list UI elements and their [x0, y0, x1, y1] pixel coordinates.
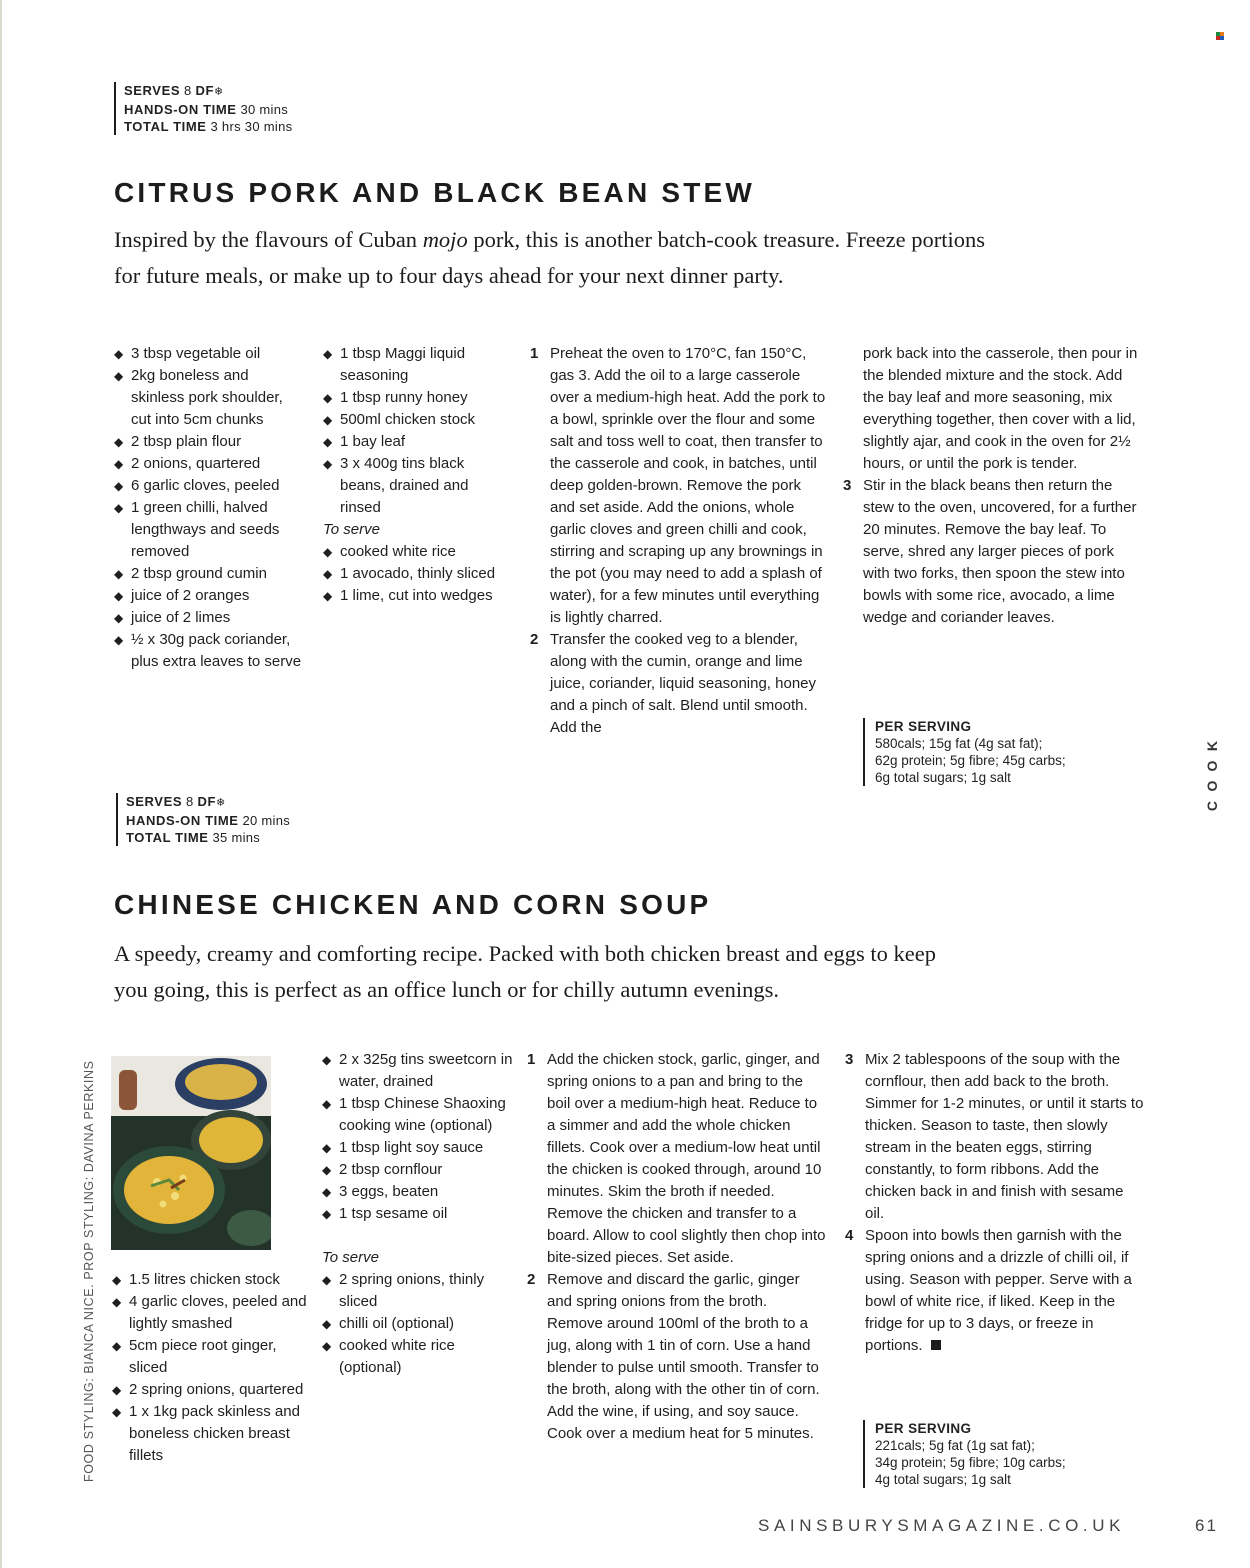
to-serve-heading: To serve: [323, 521, 380, 538]
diamond-bullet-icon: ◆: [112, 1383, 122, 1397]
recipe2-method-col4: [845, 1049, 1145, 1357]
ingredient-item: ◆ 2kg boneless and skinless pork shoulder, cut into 5cm chunks: [114, 367, 283, 428]
ingredient-item: ◆ 3 tbsp vegetable oil: [114, 343, 304, 365]
recipe2-method-col3: [527, 1049, 827, 1445]
ingredient-item: ◆ 1.5 litres chicken stock: [112, 1269, 308, 1291]
recipe2-title: CHINESE CHICKEN AND CORN SOUP: [114, 889, 712, 920]
method-step: 3 Mix 2 tablespoons of the soup with the cornflour, then add back to the broth. Simmer for 1-2 minutes, or until it starts to thicken. Season to taste, then slowly stream in the beaten eggs, stirring constantly, to form ribbons. Add the chicken back in and finish with sesame oil.: [845, 1051, 1144, 1222]
serve-item: ◆ 1 lime, cut into wedges: [323, 585, 513, 607]
diamond-bullet-icon: ◆: [323, 567, 333, 581]
section-letter: O: [1204, 780, 1220, 792]
total-time-label: TOTAL TIME: [126, 830, 209, 845]
page-spine-edge: [0, 0, 2, 1568]
recipe1-nutrition: PER SERVING 580cals; 15g fat (4g sat fat); 62g protein; 5g fibre; 45g carbs; 6g total sugars; 1g salt: [863, 718, 1066, 786]
diamond-bullet-icon: ◆: [322, 1163, 332, 1177]
ingredient-item: ◆ 4 garlic cloves, peeled and lightly smashed: [112, 1293, 307, 1332]
diamond-bullet-icon: ◆: [114, 501, 124, 515]
diamond-bullet-icon: ◆: [322, 1273, 332, 1287]
diamond-bullet-icon: ◆: [112, 1405, 122, 1419]
recipe1-title: CITRUS PORK AND BLACK BEAN STEW: [114, 177, 756, 208]
hands-on-value: 20 mins: [242, 813, 291, 828]
ingredient-item: ◆ 3 x 400g tins black beans, drained and rinsed: [323, 455, 469, 516]
recipe1-method-col4: [843, 343, 1143, 629]
ingredient-item: ◆ 2 tbsp ground cumin: [114, 563, 304, 585]
ingredient-item: ◆ 1 x 1kg pack skinless and boneless chicken breast fillets: [112, 1403, 300, 1464]
total-time-value: 3 hrs 30 mins: [210, 119, 293, 134]
method-step: 2 Remove and discard the garlic, ginger and spring onions from the broth. Remove around 100ml of the broth to a jug, along with 1 tin of corn. Use a hand blender to pulse until smooth. Transfer to the broth, along with the other tin of corn. Add the wine, if using, and soy sauce. Cook over a medium heat for 5 minutes.: [527, 1271, 820, 1442]
diamond-bullet-icon: ◆: [114, 435, 124, 449]
diamond-bullet-icon: ◆: [114, 479, 124, 493]
nutrition-heading: PER SERVING: [875, 1421, 972, 1436]
diamond-bullet-icon: ◆: [322, 1317, 332, 1331]
serves-label: SERVES: [124, 83, 181, 98]
diamond-bullet-icon: ◆: [323, 545, 333, 559]
ingredient-item: ◆ 1 green chilli, halved lengthways and seeds removed: [114, 499, 280, 560]
intro-emphasis: mojo: [422, 227, 468, 252]
diamond-bullet-icon: ◆: [322, 1339, 332, 1353]
diamond-bullet-icon: ◆: [323, 413, 333, 427]
serves-label: SERVES: [126, 794, 183, 809]
method-step: 2 Transfer the cooked veg to a blender, along with the cumin, orange and lime juice, coriander, liquid seasoning, honey and a pinch of salt. Blend until smooth. Add the: [530, 631, 817, 736]
nutrition-heading: PER SERVING: [875, 719, 972, 734]
ingredient-item: ◆ 2 spring onions, quartered: [112, 1379, 308, 1401]
page-number: 61: [1195, 1516, 1218, 1535]
recipe1-ingredients-col1: [114, 343, 304, 673]
ingredient-item: ◆ 2 x 325g tins sweetcorn in water, drained: [322, 1051, 513, 1090]
serve-item: ◆ cooked white rice: [323, 541, 513, 563]
snowflake-icon: ❄: [214, 86, 224, 98]
snowflake-icon: ❄: [216, 797, 226, 809]
diamond-bullet-icon: ◆: [114, 611, 124, 625]
soup-bowls-illustration: [111, 1056, 271, 1250]
ingredient-item: ◆ 1 tbsp runny honey: [323, 387, 513, 409]
diamond-bullet-icon: ◆: [112, 1295, 122, 1309]
ingredient-item: ◆ 6 garlic cloves, peeled: [114, 475, 304, 497]
diamond-bullet-icon: ◆: [322, 1141, 332, 1155]
ingredient-item: ◆ juice of 2 limes: [114, 607, 304, 629]
diamond-bullet-icon: ◆: [322, 1097, 332, 1111]
recipe2-ingredients-col2: [322, 1049, 518, 1379]
diamond-bullet-icon: ◆: [114, 589, 124, 603]
soup-photo: [111, 1056, 271, 1250]
diamond-bullet-icon: ◆: [112, 1273, 122, 1287]
recipe1-ingredients-col2: [323, 343, 513, 607]
end-square-icon: [931, 1340, 941, 1350]
footer-website: SAINSBURYSMAGAZINE.CO.UK: [758, 1516, 1126, 1535]
section-letter: K: [1204, 740, 1220, 752]
section-label-cook: [1204, 736, 1220, 816]
diamond-bullet-icon: ◆: [114, 347, 124, 361]
ingredient-item: ◆ ½ x 30g pack coriander, plus extra leaves to serve: [114, 631, 302, 670]
recipe1-meta: [114, 82, 292, 135]
method-step: 1 Add the chicken stock, garlic, ginger, and spring onions to a pan and bring to the boil over a medium-high heat. Reduce to a simmer and add the whole chicken fillets. Cook over a medium-low heat until the chicken is cooked through, around 10 minutes. Skim the broth if needed. Remove the chicken and transfer to a board. Allow to cool slightly then chop into bite-sized pieces. Set aside.: [527, 1051, 826, 1266]
diamond-bullet-icon: ◆: [323, 457, 333, 471]
diamond-bullet-icon: ◆: [114, 633, 124, 647]
diamond-bullet-icon: ◆: [323, 435, 333, 449]
recipe2-nutrition: PER SERVING 221cals; 5g fat (1g sat fat); 34g protein; 5g fibre; 10g carbs; 4g total sugars; 1g salt: [863, 1420, 1066, 1488]
hands-on-label: HANDS-ON TIME: [124, 102, 237, 117]
method-step: 1 Preheat the oven to 170°C, fan 150°C, gas 3. Add the oil to a large casserole over a medium-high heat. Add the pork to a bowl, sprinkle over the flour and some salt and toss well to coat, then transfer to the casserole and cook, in batches, until deep golden-brown. Remove the pork and set aside. Add the onions, whole garlic cloves and green chilli and cook, stirring and scraping up any brownings in the pot (you may need to add a splash of water), for a few minutes until everything is lightly charred.: [530, 345, 826, 626]
method-continuation: pork back into the casserole, then pour in the blended mixture and the stock. Add the bay leaf and more seasoning, mix everything together, then cover with a lid, slightly ajar, and cook in the oven for 2½ hours, or until the pork is tender.: [863, 345, 1138, 472]
ingredient-item: ◆ 5cm piece root ginger, sliced: [112, 1337, 277, 1376]
diamond-bullet-icon: ◆: [323, 589, 333, 603]
ingredient-item: ◆ 1 tbsp Chinese Shaoxing cooking wine (optional): [322, 1095, 506, 1134]
ingredient-item: ◆ 500ml chicken stock: [323, 409, 513, 431]
serves-value: 8: [184, 83, 192, 98]
ingredient-item: ◆ 1 tbsp light soy sauce: [322, 1137, 518, 1159]
recipe2-intro: A speedy, creamy and comforting recipe. Packed with both chicken breast and eggs to keep you going, this is perfect as an office lunch or for chilly autumn evenings.: [114, 941, 937, 1002]
diamond-bullet-icon: ◆: [323, 347, 333, 361]
ingredient-item: ◆ 1 bay leaf: [323, 431, 513, 453]
total-time-value: 35 mins: [212, 830, 261, 845]
serves-value: 8: [186, 794, 194, 809]
recipe2-ingredients-col1: [112, 1269, 308, 1467]
photo-credit: FOOD STYLING: BIANCA NICE. PROP STYLING: DAVINA PERKINS: [82, 1060, 96, 1482]
ingredient-item: ◆ 3 eggs, beaten: [322, 1181, 518, 1203]
total-time-label: TOTAL TIME: [124, 119, 207, 134]
recipe2-meta: [116, 793, 290, 846]
section-letter: O: [1204, 760, 1220, 772]
ingredient-item: ◆ juice of 2 oranges: [114, 585, 304, 607]
to-serve-heading: To serve: [322, 1249, 379, 1266]
serve-item: ◆ chilli oil (optional): [322, 1313, 518, 1335]
serve-item: ◆ 1 avocado, thinly sliced: [323, 563, 513, 585]
diamond-bullet-icon: ◆: [322, 1207, 332, 1221]
hands-on-label: HANDS-ON TIME: [126, 813, 239, 828]
serve-item: ◆ cooked white rice (optional): [322, 1337, 455, 1376]
ingredient-item: ◆ 2 tbsp plain flour: [114, 431, 304, 453]
section-letter: C: [1204, 800, 1220, 812]
diamond-bullet-icon: ◆: [114, 369, 124, 383]
dairy-free-label: DF: [197, 794, 217, 809]
diamond-bullet-icon: ◆: [322, 1185, 332, 1199]
dairy-free-label: DF: [195, 83, 215, 98]
hands-on-value: 30 mins: [240, 102, 289, 117]
recipe1-method-col3: [530, 343, 826, 739]
diamond-bullet-icon: ◆: [114, 457, 124, 471]
colour-registration-mark: [1216, 32, 1226, 42]
ingredient-item: ◆ 1 tsp sesame oil: [322, 1203, 518, 1225]
diamond-bullet-icon: ◆: [114, 567, 124, 581]
method-step: 3 Stir in the black beans then return the stew to the oven, uncovered, for a further 20 minutes. Remove the bay leaf. To serve, shred any larger pieces of pork with two forks, then spoon the stew into bowls with some rice, avocado, a lime wedge and coriander leaves.: [843, 477, 1137, 626]
recipe1-intro: Inspired by the flavours of Cuban mojo pork, this is another batch-cook treasure. Freeze portions for future meals, or make up to four days ahead for your next dinner party.: [114, 227, 986, 288]
method-step: 4 Spoon into bowls then garnish with the spring onions and a drizzle of chilli oil, if using. Season with pepper. Serve with a bowl of white rice, if liked. Keep in the fridge for up to 3 days, or freeze in portions.: [845, 1227, 1132, 1354]
diamond-bullet-icon: ◆: [322, 1053, 332, 1067]
diamond-bullet-icon: ◆: [323, 391, 333, 405]
ingredient-item: ◆ 1 tbsp Maggi liquid seasoning: [323, 345, 466, 384]
ingredient-item: ◆ 2 onions, quartered: [114, 453, 304, 475]
ingredient-item: ◆ 2 tbsp cornflour: [322, 1159, 518, 1181]
diamond-bullet-icon: ◆: [112, 1339, 122, 1353]
serve-item: ◆ 2 spring onions, thinly sliced: [322, 1271, 485, 1310]
